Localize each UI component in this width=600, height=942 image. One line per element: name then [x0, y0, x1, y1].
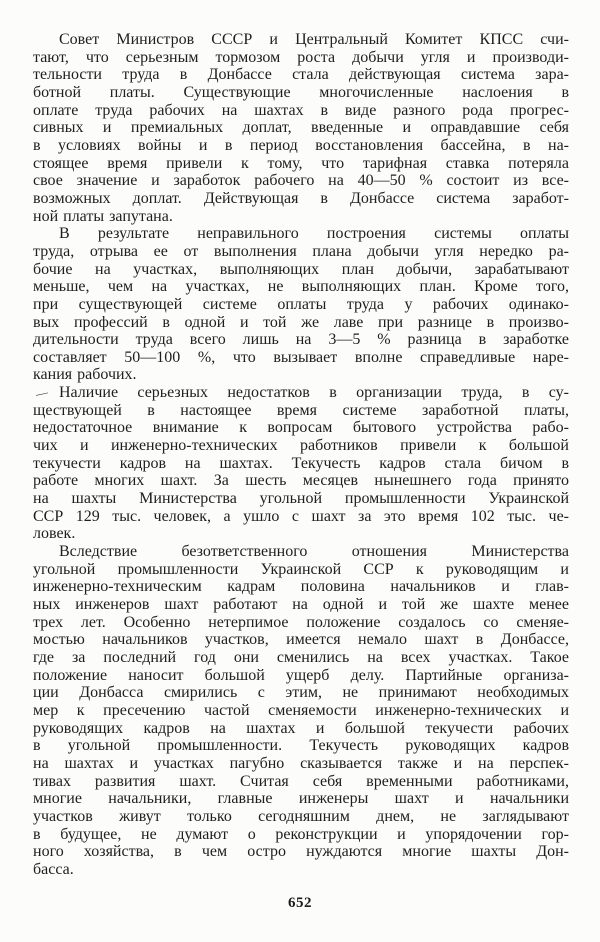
page-number: 652 [288, 895, 312, 911]
text-line: инженерно-техническим кадрам половина начальников и глав- [33, 578, 569, 596]
text-line: ловек. [33, 525, 76, 543]
text-line: тают, что серьезным тормозом роста добычи угля и производи- [33, 48, 569, 66]
text-line: составляет 50—100 %, что вызывает вполне справедливые наре- [33, 348, 569, 366]
paragraph [33, 384, 569, 543]
text-line: Совет Министров СССР и Центральный Комитет КПСС счи- [59, 31, 569, 48]
text-line: — Наличие серьезных недостатков в организации труда, в су- [33, 384, 569, 402]
text-line: где за последний год они сменились на всех участках. Такое [33, 648, 569, 666]
text-line: тельности труда в Донбассе стала действующая система зара- [33, 66, 569, 84]
paragraph [33, 31, 569, 225]
margin-pencil-mark: — [34, 385, 49, 402]
text-line: на шахтах и участках пагубно сказывается также и на перспек- [33, 754, 569, 772]
text-line: чих и инженерно-технических работников привели к большой [33, 437, 569, 455]
text-line: кания рабочих. [33, 366, 137, 384]
text-line: тивах развития шахт. Считая себя временными работниками, [33, 772, 569, 790]
paragraph [33, 225, 569, 384]
text-line: руководящих кадров на шахтах и большой текучести рабочих [33, 719, 569, 737]
text-line: ботной платы. Существующие многочисленные наслоения в [33, 83, 569, 101]
text-line: участков живут только сегодняшним днем, не заглядывают [33, 807, 569, 825]
text-line: ции Донбасса смирились с этим, не принимают необходимых [33, 684, 569, 702]
text-line: басса. [33, 860, 74, 878]
text-line: оплате труда рабочих на шахтах в виде разного рода прогрес- [33, 101, 569, 119]
text-line: положение наносит большой ущерб делу. Партийные организа- [33, 666, 569, 684]
text-line: ных инженеров шахт работают на одной и той же шахте менее [33, 596, 569, 613]
text-line: текучести кадров на шахтах. Текучесть кадров стала бичом в [33, 454, 569, 472]
text-line: возможных доплат. Действующая в Донбассе система заработ- [33, 189, 569, 207]
text-line: мостью начальников участков, имеется немало шахт в Донбассе, [33, 631, 569, 649]
text-line: в условиях войны и в период восстановления бассейна, в на- [33, 136, 569, 154]
text-line: вых профессий в одной и той же лаве при разнице в произво- [33, 313, 569, 331]
text-line: в будущее, не думают о реконструкции и упорядочении гор- [33, 825, 569, 843]
text-line: дительности труда всего лишь на 3—5 % разница в заработке [33, 331, 569, 349]
text-line: Вследствие безответственного отношения Министерства [59, 543, 569, 561]
page-text-block [33, 31, 569, 879]
text-line: трех лет. Особенно нетерпимое положение создалось со сменяе- [33, 613, 569, 631]
text-line: ССР 129 тыс. человек, а ушло с шахт за это время 102 тыс. че- [33, 507, 569, 525]
text-line: ществующей в настоящее время системе заработной платы, [33, 401, 569, 419]
text-line: недостаточное внимание к вопросам бытового устройства рабо- [33, 419, 569, 437]
text-line: стоящее время привели к тому, что тарифная ставка потеряла [33, 154, 569, 172]
text-line: ной платы запутана. [33, 207, 173, 225]
text-line: мер к пресечению частой сменяемости инженерно-технических и [33, 701, 569, 719]
text-line: В результате неправильного построения системы оплаты [59, 225, 569, 243]
text-line: в угольной промышленности. Текучесть руководящих кадров [33, 737, 569, 755]
text-line: труда, отрыва ее от выполнения плана добычи угля нередко ра- [33, 242, 569, 260]
paragraph [33, 543, 569, 878]
text-line: работе многих шахт. За шесть месяцев нынешнего года принято [33, 472, 569, 490]
text-line: ного хозяйства, в чем остро нуждаются многие шахты Дон- [33, 843, 569, 861]
text-line: на шахты Министерства угольной промышленности Украинской [33, 490, 569, 508]
text-line: при существующей системе оплаты труда у рабочих одинако- [33, 295, 569, 313]
text-line: угольной промышленности Украинской ССР к руководящим и [33, 560, 569, 578]
text-line: свое значение и заработок рабочего на 40—50 % состоит из все- [33, 172, 569, 190]
text-line: сивных и премиальных доплат, введенные и оправдавшие себя [33, 119, 569, 137]
text-line: многие начальники, главные инженеры шахт и начальники [33, 790, 569, 808]
text-line: меньше, чем на участках, не выполняющих план. Кроме того, [33, 278, 569, 296]
text-line: бочие на участках, выполняющих план добычи, зарабатывают [33, 260, 569, 278]
